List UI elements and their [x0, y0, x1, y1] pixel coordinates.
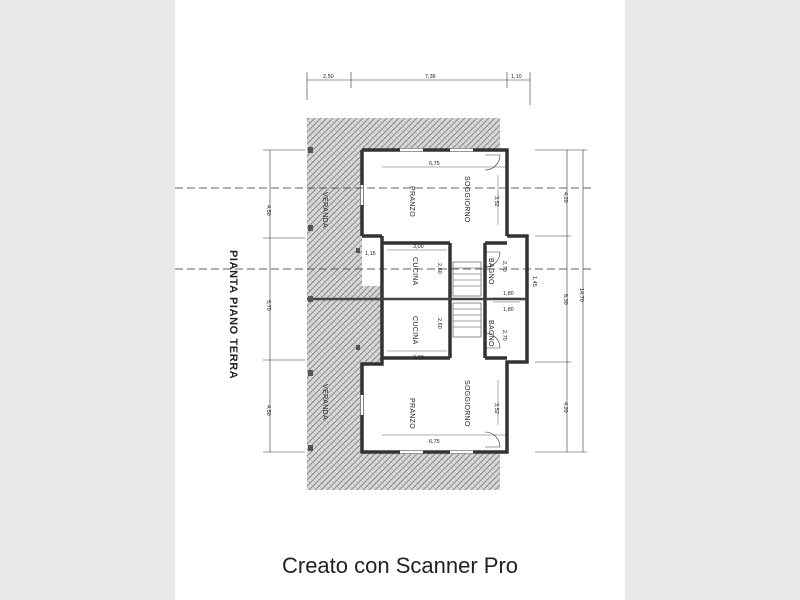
dim-room-width-bottom: 6,75 — [429, 439, 440, 445]
room-label-soggiorno-top: SOGGIORNO — [463, 176, 470, 223]
dim-bagno-top-depth: 2,70 — [501, 261, 507, 272]
dim-right-total: 14,70 — [578, 288, 584, 302]
room-label-soggiorno-bottom: SOGGIORNO — [463, 380, 470, 427]
dim-right-lower: 4,20 — [562, 402, 568, 413]
room-label-pranzo-top: PRANZO — [408, 186, 415, 217]
dim-right-upper: 4,20 — [562, 192, 568, 203]
room-label-bagno-bottom: BAGNO — [487, 320, 494, 347]
dim-cucina-top-depth: 2,60 — [436, 263, 442, 274]
dim-bagno-bottom-depth: 2,70 — [501, 330, 507, 341]
dim-right-mid: 6,30 — [562, 294, 568, 305]
dim-wall-label: 1,45 — [531, 276, 537, 287]
room-label-cucina-top: CUCINA — [411, 257, 418, 286]
floor-plan — [175, 0, 625, 600]
dim-soggiorno-top-depth: 3,52 — [493, 196, 499, 207]
dim-cucina-bottom-depth: 2,60 — [436, 318, 442, 329]
room-label-bagno-top: BAGNO — [487, 258, 494, 285]
dim-left-lower: 4,50 — [265, 405, 271, 416]
dim-cucina-bottom-width: 3,00 — [413, 355, 424, 361]
plan-title: PIANTA PIANO TERRA — [227, 250, 239, 380]
dim-room-width-top: 6,75 — [429, 161, 440, 167]
room-label-cucina-bottom: CUCINA — [411, 316, 418, 345]
dim-top-right: 1,10 — [511, 74, 522, 80]
room-label-veranda-top: VERANDA — [321, 192, 328, 228]
dim-soggiorno-bottom-depth: 3,52 — [493, 403, 499, 414]
scanner-watermark: Creato con Scanner Pro — [281, 553, 519, 578]
dim-cucina-top-width: 3,00 — [413, 244, 424, 250]
top-dim-chain — [307, 72, 530, 105]
dim-bagno-top-width: 1,80 — [503, 291, 514, 297]
room-label-pranzo-bottom: PRANZO — [408, 398, 415, 429]
dim-left-mid: 5,70 — [265, 300, 271, 311]
dim-top-mid: 7,36 — [425, 74, 436, 80]
room-label-veranda-bottom: VERANDA — [321, 384, 328, 420]
dim-small-offset: 1,15 — [365, 251, 376, 257]
dim-left-upper: 4,50 — [265, 205, 271, 216]
scanned-page — [175, 0, 625, 600]
dim-top-left: 2,50 — [323, 74, 334, 80]
dim-bagno-bottom-width: 1,80 — [503, 307, 514, 313]
